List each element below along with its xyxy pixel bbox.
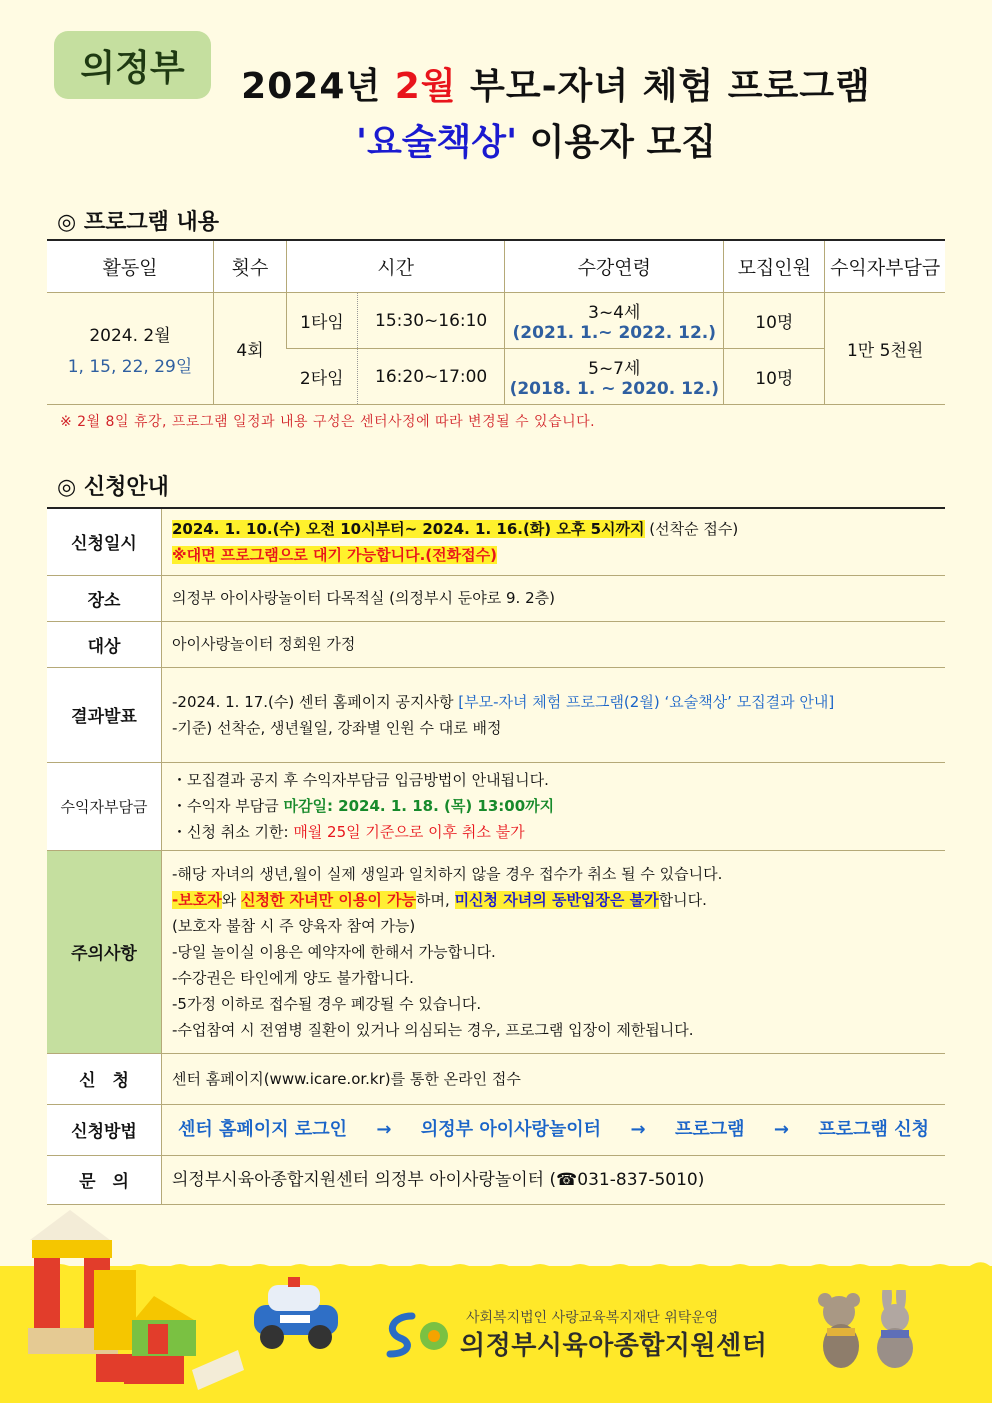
footer-org-name: 의정부시육아종합지원센터 (460, 1331, 768, 1361)
capacity-cell: 10명 (724, 293, 825, 349)
fee-info-1: ・모집결과 공지 후 수익자부담금 입금방법이 안내됩니다. (172, 771, 549, 789)
caution-item: -수강권은 타인에게 양도 불가합니다. (172, 968, 414, 987)
header-count: 횟수 (214, 240, 287, 293)
region-badge-text: 의정부 (80, 47, 185, 89)
contact-value: 의정부시육아종합지원센터 의정부 아이사랑놀이터 (☎031-837-5010) (162, 1155, 946, 1204)
toy-animals-icon (815, 1290, 925, 1370)
cancel-deadline: 매월 25일 기준으로 이후 취소 불가 (293, 823, 525, 841)
caution-text: 합니다. (658, 890, 707, 909)
caution-guardian: -보호자 (172, 890, 222, 909)
title-program: 부모-자녀 체험 프로그램 (456, 66, 871, 107)
time-slot-type: 2타임 (287, 349, 358, 405)
fee-cell: 1만 5천원 (825, 293, 945, 405)
apply-value: 센터 홈페이지(www.icare.or.kr)를 통한 온라인 접수 (162, 1053, 946, 1104)
caution-item: (보호자 불참 시 주 양육자 참여 가능) (172, 916, 416, 935)
result-value (162, 667, 946, 762)
caution-item: -5가정 이하로 접수될 경우 폐강될 수 있습니다. (172, 994, 482, 1013)
result-notice-link[interactable]: [부모-자녀 체험 프로그램(2월) ‘요술책상’ 모집결과 안내] (458, 692, 835, 711)
caution-applied-only: 신청한 자녀만 이용이 가능 (240, 890, 417, 909)
arrow-right-icon: → (773, 1118, 789, 1140)
schedule-note: ※ 2월 8일 휴강, 프로그램 일정과 내용 구성은 센터사정에 따라 변경될 수 있습니다. (60, 414, 596, 430)
page-title-line2 (0, 114, 992, 165)
section-program-heading: ◎ 프로그램 내용 (57, 210, 220, 235)
age-birth-range: (2018. 1. ~ 2020. 12.) (509, 379, 719, 399)
program-table (47, 239, 945, 405)
title-month: 2월 (394, 66, 457, 107)
step-login: 센터 홈페이지 로그인 (178, 1118, 348, 1140)
table-row (47, 1053, 945, 1104)
caution-label: 주의사항 (47, 850, 162, 1053)
title-year: 2024년 (241, 66, 395, 107)
apply-date-note: ※대면 프로그램으로 대기 가능합니다.(전화접수) (172, 545, 497, 564)
time-slot-type: 1타임 (287, 293, 358, 349)
caution-item: -당일 놀이실 이용은 예약자에 한해서 가능합니다. (172, 942, 496, 961)
age-cell (505, 293, 724, 349)
header-fee: 수익자부담금 (825, 240, 945, 293)
method-label: 신청방법 (47, 1104, 162, 1155)
method-steps (172, 1117, 935, 1143)
step-program-apply: 프로그램 신청 (818, 1118, 929, 1140)
arrow-right-icon: → (376, 1118, 392, 1140)
age-cell (505, 349, 724, 405)
apply-date-period: 2024. 1. 10.(수) 오전 10시부터~ 2024. 1. 16.(화) 오후 5시까지 (172, 519, 645, 538)
table-row (47, 667, 945, 762)
age-group: 3~4세 (588, 303, 641, 323)
center-logo-icon (382, 1310, 452, 1360)
age-group: 5~7세 (588, 359, 641, 379)
footer-org-sub: 사회복지법인 사랑교육복지재단 위탁운영 (466, 1310, 719, 1326)
activity-days: 1, 15, 22, 29일 (67, 356, 193, 377)
toy-police-car-icon (250, 1275, 342, 1351)
table-row (47, 850, 945, 1053)
capacity-cell: 10명 (724, 349, 825, 405)
header-age: 수강연령 (505, 240, 724, 293)
header-date: 활동일 (47, 240, 214, 293)
caution-no-companion: 미신청 자녀의 동반입장은 불가 (454, 890, 659, 909)
fee-value (162, 762, 946, 850)
method-value (162, 1104, 946, 1155)
apply-date-value (162, 508, 946, 575)
apply-date-tail: (선착순 접수) (644, 519, 739, 538)
activity-month: 2024. 2월 (89, 325, 171, 346)
caution-item: -해당 자녀의 생년,월이 실제 생일과 일치하지 않을 경우 접수가 취소 될 수 있습니다. (172, 864, 723, 883)
apply-label: 신 청 (47, 1053, 162, 1104)
step-program: 프로그램 (674, 1118, 745, 1140)
table-row (47, 1155, 945, 1204)
table-row (47, 293, 945, 349)
section-apply-heading: ◎ 신청안내 (57, 475, 169, 500)
time-slot-time: 15:30~16:10 (358, 293, 505, 349)
caution-item: -수업참여 시 전염병 질환이 있거나 의심되는 경우, 프로그램 입장이 제한됩니다. (172, 1020, 694, 1039)
fee-deadline: 마감일: 2024. 1. 18. (목) 13:00까지 (283, 797, 555, 815)
table-row (47, 1104, 945, 1155)
page-title-line1 (0, 58, 992, 109)
table-row (47, 621, 945, 667)
target-value: 아이사랑놀이터 정회원 가정 (162, 621, 946, 667)
header-capacity: 모집인원 (724, 240, 825, 293)
cancel-deadline-label: ・신청 취소 기한: (172, 823, 294, 841)
header-time: 시간 (287, 240, 505, 293)
age-birth-range: (2021. 1.~ 2022. 12.) (512, 323, 717, 343)
table-row (47, 762, 945, 850)
time-slot-time: 16:20~17:00 (358, 349, 505, 405)
step-playground: 의정부 아이사랑놀이터 (420, 1118, 602, 1140)
toy-blocks-icon (24, 1210, 254, 1395)
place-value: 의정부 아이사랑놀이터 다목적실 (의정부시 둔야로 9. 2층) (162, 575, 946, 621)
fee-deadline-label: ・수익자 부담금 (172, 797, 284, 815)
activity-dates (47, 293, 214, 405)
title-program-name: '요술책상' (355, 122, 518, 163)
apply-date-label: 신청일시 (47, 508, 162, 575)
caution-value (162, 850, 946, 1053)
program-table-header (47, 240, 945, 293)
title-recruit: 이용자 모집 (517, 122, 717, 163)
apply-info-table (47, 507, 945, 1205)
target-label: 대상 (47, 621, 162, 667)
table-row (47, 575, 945, 621)
result-label: 결과발표 (47, 667, 162, 762)
result-date: -2024. 1. 17.(수) 센터 홈페이지 공지사항 (172, 692, 459, 711)
session-count: 4회 (214, 293, 287, 405)
caution-text: 하며, (416, 890, 455, 909)
arrow-right-icon: → (630, 1118, 646, 1140)
result-criteria: -기준) 선착순, 생년월일, 강좌별 인원 수 대로 배정 (172, 718, 502, 737)
fee-label: 수익자부담금 (47, 762, 162, 850)
place-label: 장소 (47, 575, 162, 621)
contact-label: 문 의 (47, 1155, 162, 1204)
table-row (47, 508, 945, 575)
caution-text: 와 (221, 890, 241, 909)
